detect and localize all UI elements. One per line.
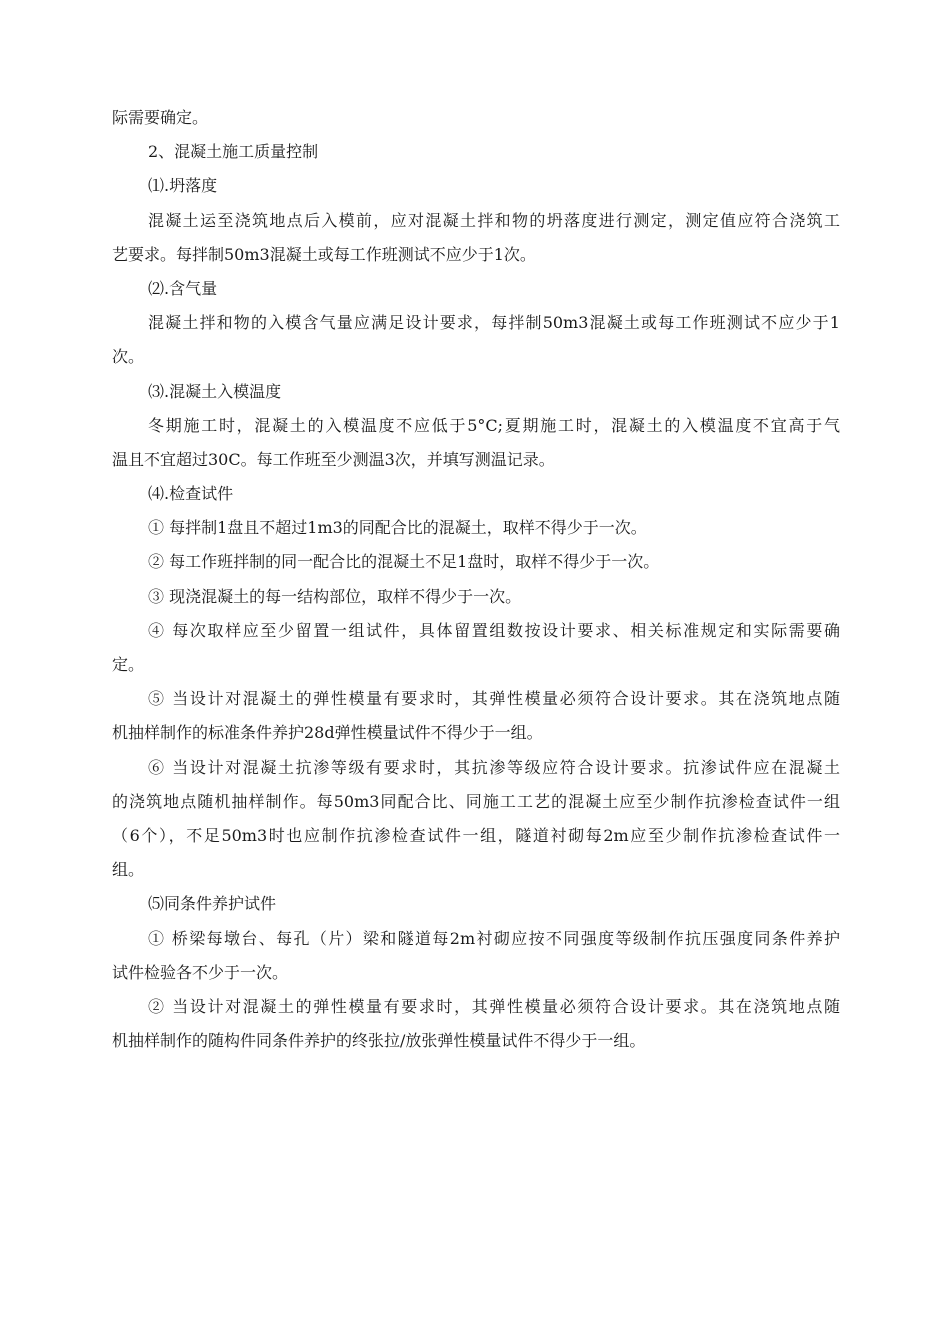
list-item: ① 每拌制1盘且不超过1m3的同配合比的混凝土，取样不得少于一次。 xyxy=(148,518,647,538)
list-item: ⑥ 当设计对混凝土抗渗等级有要求时，其抗渗等级应符合设计要求。抗渗试件应在混凝土 xyxy=(148,757,840,777)
list-item-continuation: 机抽样制作的随构件同条件养护的终张拉/放张弹性模量试件不得少于一组。 xyxy=(112,1031,646,1051)
list-item: ③ 现浇混凝土的每一结构部位，取样不得少于一次。 xyxy=(148,586,522,606)
list-item-continuation: 定。 xyxy=(112,655,145,674)
list-item-continuation: （6个），不足50m3时也应制作抗渗检查试件一组，隧道衬砌每2m应至少制作抗渗检查试件一 xyxy=(112,825,840,845)
list-item: ② 每工作班拌制的同一配合比的混凝土不足1盘时，取样不得少于一次。 xyxy=(148,552,660,572)
list-item: ① 桥梁每墩台、每孔（片）梁和隧道每2m衬砌应按不同强度等级制作抗压强度同条件养护 xyxy=(148,928,840,948)
paragraph-line: 混凝土拌和物的入模含气量应满足设计要求，每拌制50m3混凝土或每工作班测试不应少于1 xyxy=(148,313,840,333)
paragraph-continuation-line: 际需要确定。 xyxy=(112,108,209,127)
paragraph-line: 冬期施工时，混凝土的入模温度不应低于5°C;夏期施工时，混凝土的入模温度不宜高于气 xyxy=(148,415,840,435)
subsection-heading-curing-specimens: ⑸同条件养护试件 xyxy=(148,894,277,914)
subsection-heading-slump: ⑴.坍落度 xyxy=(148,176,218,196)
list-item-continuation: 的浇筑地点随机抽样制作。每50m3同配合比、同施工工艺的混凝土应至少制作抗渗检查试件一组 xyxy=(112,791,840,811)
list-item: ④ 每次取样应至少留置一组试件，具体留置组数按设计要求、相关标准规定和实际需要确 xyxy=(148,620,840,640)
paragraph-line: 温且不宜超过30C。每工作班至少测温3次，并填写测温记录。 xyxy=(112,449,555,469)
list-item: ② 当设计对混凝土的弹性模量有要求时，其弹性模量必须符合设计要求。其在浇筑地点随 xyxy=(148,996,840,1016)
list-item-continuation: 机抽样制作的标准条件养护28d弹性模量试件不得少于一组。 xyxy=(112,723,543,743)
section-heading: 2、混凝土施工质量控制 xyxy=(148,142,319,162)
paragraph-line: 艺要求。每拌制50m3混凝土或每工作班测试不应少于1次。 xyxy=(112,244,536,264)
list-item: ⑤ 当设计对混凝土的弹性模量有要求时，其弹性模量必须符合设计要求。其在浇筑地点随 xyxy=(148,689,840,709)
paragraph-line: 混凝土运至浇筑地点后入模前，应对混凝土拌和物的坍落度进行测定，测定值应符合浇筑工 xyxy=(148,210,840,230)
list-item-continuation: 试件检验各不少于一次。 xyxy=(112,962,289,982)
list-item-continuation: 组。 xyxy=(112,860,145,880)
subsection-heading-test-specimens: ⑷.检查试件 xyxy=(148,484,234,504)
subsection-heading-air-content: ⑵.含气量 xyxy=(148,278,218,298)
subsection-heading-temperature: ⑶.混凝土入模温度 xyxy=(148,381,282,401)
document-page xyxy=(112,101,840,1058)
paragraph-line: 次。 xyxy=(112,347,145,367)
